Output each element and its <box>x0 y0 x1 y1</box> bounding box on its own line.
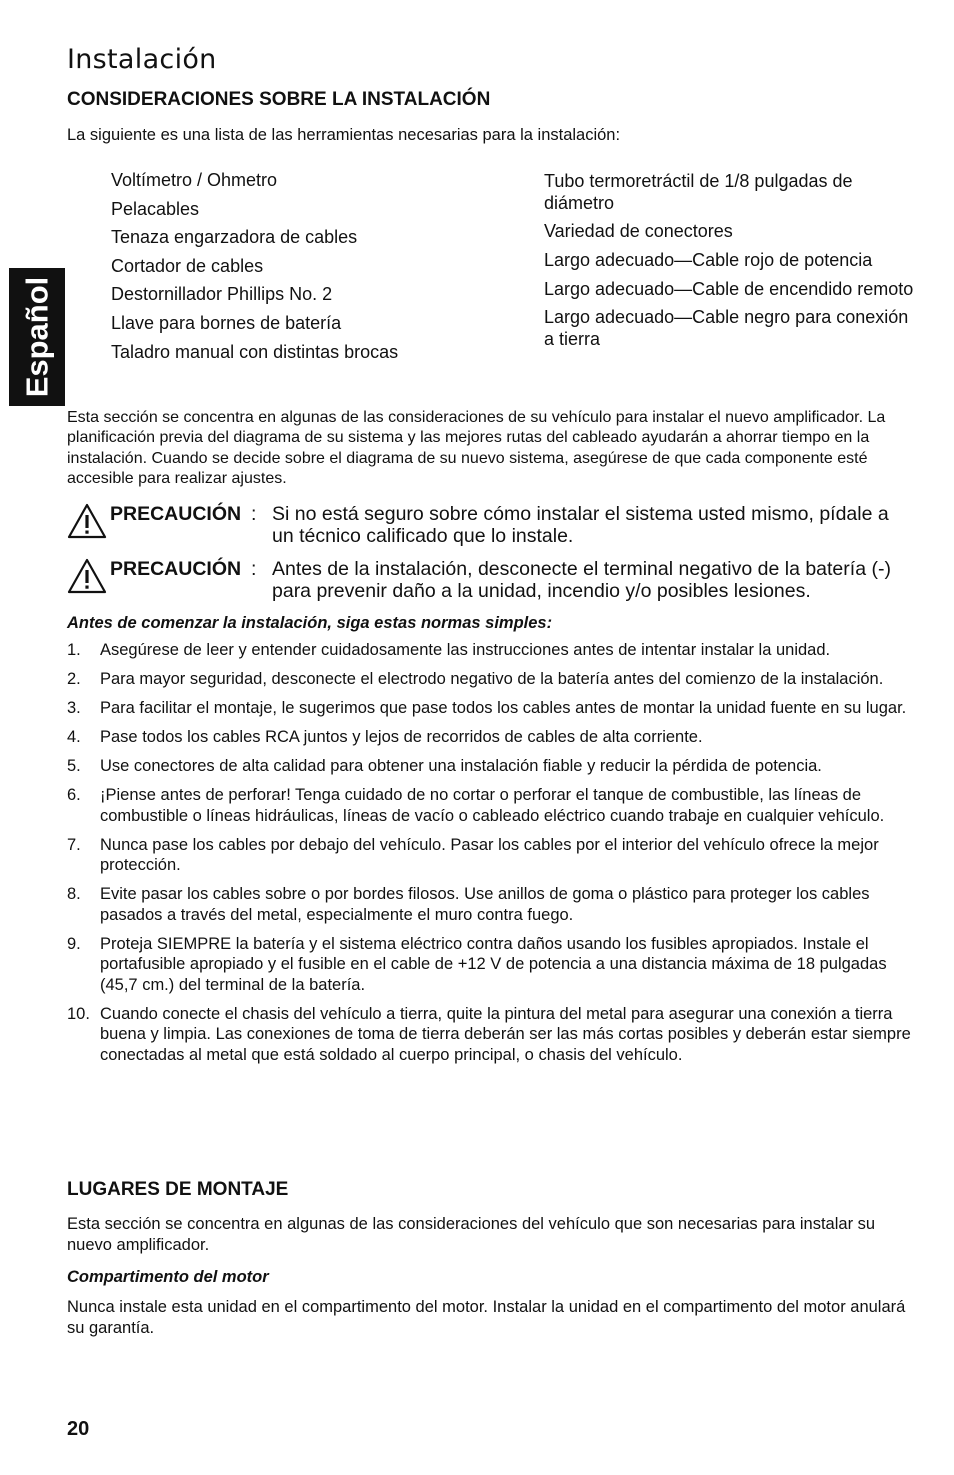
engine-compartment-paragraph: Nunca instale esta unidad en el compartimento del motor. Instalar la unidad en el compartimento del motor anulará su garantía. <box>67 1298 906 1337</box>
list-item <box>67 1004 912 1066</box>
caution-label: PRECAUCIÓN <box>110 558 242 580</box>
tool-item: Largo adecuado—Cable negro para conexión a tierra <box>544 307 909 349</box>
list-item <box>67 669 912 690</box>
tool-item: Taladro manual con distintas brocas <box>111 341 399 362</box>
list-item <box>67 884 912 925</box>
engine-compartment-heading: Compartimento del motor <box>67 1268 269 1286</box>
list-number: 2. <box>67 670 81 688</box>
caution-block <box>67 503 907 553</box>
list-item <box>67 698 912 719</box>
list-text: Para mayor seguridad, desconecte el electrodo negativo de la batería antes del comienzo de la instalación. <box>100 670 884 688</box>
tool-item: Llave para bornes de batería <box>111 312 342 333</box>
warning-triangle-icon <box>67 558 107 594</box>
rules-heading: Antes de comenzar la instalación, siga estas normas simples: <box>67 614 553 632</box>
list-number: 9. <box>67 934 81 953</box>
list-number: 10. <box>67 1004 90 1023</box>
tool-item: Cortador de cables <box>111 255 264 276</box>
list-text: Pase todos los cables RCA juntos y lejos de recorridos de cables de alta corriente. <box>100 728 703 746</box>
caution-block <box>67 558 907 608</box>
mounting-heading: LUGARES DE MONTAJE <box>67 1179 289 1200</box>
list-text: ¡Piense antes de perforar! Tenga cuidado de no cortar o perforar el tanque de combustible, las líneas de combustible o líneas hidráulicas, líneas de vacío o cableado eléctrico cuando trabaje en cualquier vehículo. <box>100 786 885 825</box>
list-item <box>67 934 912 996</box>
list-number: 8. <box>67 885 81 903</box>
list-text: Evite pasar los cables sobre o por bordes filosos. Use anillos de goma o plástico para proteger los cables pasados a través del metal, especialmente el muro contra fuego. <box>100 885 870 924</box>
tool-item: Tenaza engarzadora de cables <box>111 227 358 248</box>
tools-list-left <box>111 169 511 369</box>
tool-item: Voltímetro / Ohmetro <box>111 170 278 190</box>
tool-item: Tubo termoretráctil de 1/8 pulgadas de diámetro <box>544 171 853 213</box>
list-item <box>67 727 912 748</box>
tool-item: Largo adecuado—Cable de encendido remoto <box>544 279 914 299</box>
page-number: 20 <box>67 1418 90 1440</box>
tools-list-right <box>544 170 914 350</box>
tool-item: Largo adecuado—Cable rojo de potencia <box>544 250 873 270</box>
caution-text: Antes de la instalación, desconecte el terminal negativo de la batería (-) para prevenir daño a la unidad, incendio y/o posibles lesiones. <box>272 558 891 602</box>
list-number: 4. <box>67 728 81 746</box>
list-text: Asegúrese de leer y entender cuidadosamente las instrucciones antes de intentar instalar la unidad. <box>100 641 831 659</box>
list-number: 1. <box>67 641 81 659</box>
list-item <box>67 835 912 876</box>
language-tab-label: Español <box>19 276 54 398</box>
list-item <box>67 785 912 826</box>
tools-intro: La siguiente es una lista de las herramientas necesarias para la instalación: <box>67 126 621 144</box>
list-text: Cuando conecte el chasis del vehículo a tierra, quite la pintura del metal para asegurar una conexión a tierra buena y limpia. Las conexiones de toma de tierra deberán ser las más cortas posibles y deberán estar siempre conectadas al metal que está soldado al cuerpo principal, o chasis del vehículo. <box>100 1004 911 1064</box>
section-title: Instalación <box>67 44 217 75</box>
list-item <box>67 640 912 661</box>
list-item <box>67 756 912 777</box>
caution-label: PRECAUCIÓN <box>110 503 242 525</box>
considerations-paragraph: Esta sección se concentra en algunas de las consideraciones de su vehículo para instalar el nuevo amplificador. La planificación previa del diagrama de su sistema y las mejores rutas del cableado ayudarán a ahorrar tiempo en la instalación. Cuando se decide sobre el diagrama de su nuevo sistema, asegúrese de que cada componente esté accesible para realizar ajustes. <box>67 409 886 487</box>
list-number: 6. <box>67 786 81 804</box>
caution-text: Si no está seguro sobre cómo instalar el sistema usted mismo, pídale a un técnico calificado que lo instale. <box>272 503 889 547</box>
considerations-heading: CONSIDERACIONES SOBRE LA INSTALACIÓN <box>67 89 491 110</box>
list-text: Nunca pase los cables por debajo del vehículo. Pasar los cables por el interior del vehículo ofrece la mejor protección. <box>100 835 879 874</box>
list-text: Proteja SIEMPRE la batería y el sistema eléctrico contra daños usando los fusibles apropiados. Instale el portafusible apropiado y el fusible en el cable de +12 V de potencia a una distancia máxima de 18 pulgadas (45,7 cm.) del terminal de la batería. <box>100 934 887 994</box>
list-number: 7. <box>67 835 81 854</box>
list-text: Para facilitar el montaje, le sugerimos que pase todos los cables antes de montar la unidad fuente en su lugar. <box>100 699 907 717</box>
caution-colon: : <box>251 558 257 580</box>
language-side-tab <box>9 268 65 406</box>
list-text: Use conectores de alta calidad para obtener una instalación fiable y reducir la pérdida de potencia. <box>100 757 822 775</box>
tool-item: Pelacables <box>111 198 200 219</box>
tool-item: Variedad de conectores <box>544 221 733 241</box>
list-number: 3. <box>67 699 81 717</box>
rules-list <box>67 640 912 1074</box>
warning-triangle-icon <box>67 503 107 539</box>
tool-item: Destornillador Phillips No. 2 <box>111 284 333 305</box>
list-number: 5. <box>67 757 81 775</box>
caution-colon: : <box>251 503 257 525</box>
mounting-paragraph: Esta sección se concentra en algunas de las consideraciones del vehículo que son necesarias para instalar su nuevo amplificador. <box>67 1215 876 1254</box>
